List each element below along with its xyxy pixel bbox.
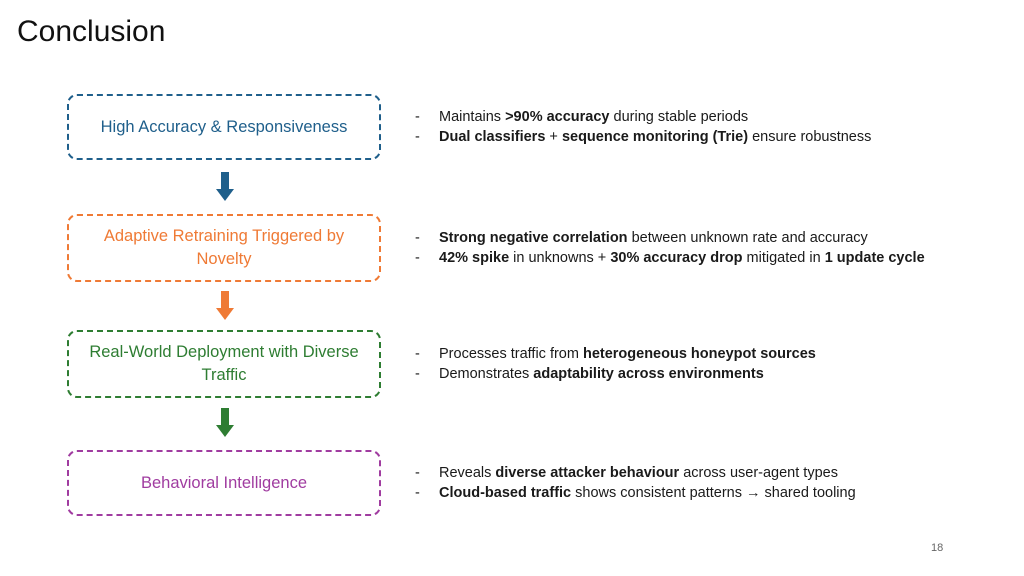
bullet-item xyxy=(415,107,871,127)
text-run: during stable periods xyxy=(609,109,749,125)
bullet-list-4 xyxy=(415,463,856,503)
bold-text: Dual classifiers xyxy=(439,129,546,145)
bold-text: Strong negative correlation xyxy=(439,230,628,246)
box-real-world-deployment xyxy=(67,330,381,398)
text-run: mitigated in xyxy=(742,250,825,266)
bullet-text xyxy=(439,344,816,364)
text-run: shows consistent patterns → shared tooling xyxy=(571,485,856,501)
bullet-item xyxy=(415,463,856,483)
bold-text: 1 update cycle xyxy=(824,250,925,266)
bold-text: 30% accuracy drop xyxy=(610,250,743,266)
bullet-item xyxy=(415,228,925,248)
bold-text: adaptability across environments xyxy=(533,366,764,382)
bullet-text xyxy=(439,364,764,384)
bullet-text xyxy=(439,463,838,483)
bullet-list-1 xyxy=(415,107,871,147)
box-behavioral-intelligence xyxy=(67,450,381,516)
bullet-list-2 xyxy=(415,228,925,268)
bullet-text xyxy=(439,127,871,147)
slide-title: Conclusion xyxy=(17,15,166,48)
bullet-dash: - xyxy=(415,250,420,266)
bullet-item xyxy=(415,127,871,147)
down-arrow-icon xyxy=(215,172,235,202)
bold-text: sequence monitoring (Trie) xyxy=(561,129,749,145)
text-run: + xyxy=(545,129,562,145)
bold-text: Cloud-based traffic xyxy=(439,485,572,501)
box-label: High Accuracy & Responsiveness xyxy=(100,117,348,136)
bullet-item xyxy=(415,248,925,268)
bullet-list-3 xyxy=(415,344,816,384)
text-run: Maintains xyxy=(439,109,506,125)
bold-text: heterogeneous honeypot sources xyxy=(582,346,816,362)
box-label: Adaptive Retraining Triggered by Novelty xyxy=(103,227,345,268)
bold-text: 42% spike xyxy=(439,250,510,266)
bullet-dash: - xyxy=(415,129,420,145)
text-run: across user-agent types xyxy=(679,465,838,481)
text-run: in unknowns + xyxy=(509,250,611,266)
bullet-text xyxy=(439,107,748,127)
text-run: ensure robustness xyxy=(748,129,872,145)
bold-text: diverse attacker behaviour xyxy=(495,465,680,481)
bullet-text xyxy=(439,483,856,503)
text-run: Processes traffic from xyxy=(439,346,583,362)
bullet-text xyxy=(439,228,868,248)
bullet-dash: - xyxy=(415,346,420,362)
text-run: Demonstrates xyxy=(439,366,534,382)
box-high-accuracy xyxy=(67,94,381,160)
box-label: Behavioral Intelligence xyxy=(140,473,308,492)
down-arrow-icon xyxy=(215,291,235,321)
bullet-dash: - xyxy=(415,465,420,481)
bullet-dash: - xyxy=(415,485,420,501)
page-number: 18 xyxy=(931,542,944,554)
text-run: between unknown rate and accuracy xyxy=(627,230,868,246)
bold-text: >90% accuracy xyxy=(505,109,610,125)
bullet-dash: - xyxy=(415,366,420,382)
down-arrow-icon xyxy=(215,408,235,438)
bullet-item xyxy=(415,483,856,503)
text-run: Reveals xyxy=(439,465,496,481)
bullet-item xyxy=(415,344,816,364)
box-adaptive-retraining xyxy=(67,214,381,282)
bullet-item xyxy=(415,364,816,384)
bullet-dash: - xyxy=(415,230,420,246)
bullet-dash: - xyxy=(415,109,420,125)
bullet-text xyxy=(439,248,925,268)
box-label: Real-World Deployment with Diverse Traffic xyxy=(89,343,359,384)
